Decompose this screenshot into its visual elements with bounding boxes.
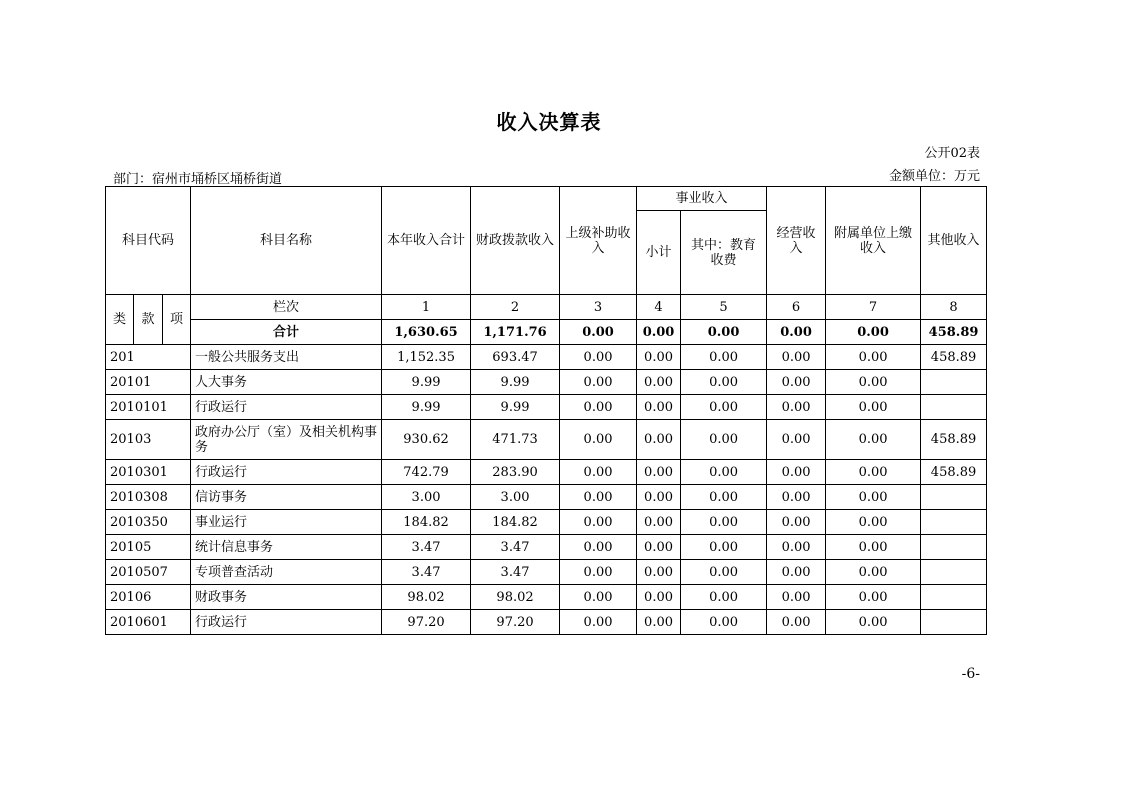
table-row [106, 510, 987, 535]
subject-code-cell: 2010350 [106, 510, 191, 535]
amount-cell: 0.00 [826, 395, 921, 420]
amount-cell: 0.00 [681, 370, 767, 395]
totals-label: 合计 [191, 320, 382, 345]
amount-cell [921, 560, 987, 585]
amount-cell: 693.47 [471, 345, 560, 370]
subject-name-cell: 事业运行 [191, 510, 382, 535]
amount-cell: 0.00 [681, 345, 767, 370]
amount-cell: 3.00 [471, 485, 560, 510]
table-row [106, 560, 987, 585]
amount-cell: 0.00 [681, 510, 767, 535]
amount-cell: 0.00 [681, 395, 767, 420]
amount-cell: 0.00 [637, 485, 681, 510]
amount-cell: 0.00 [681, 460, 767, 485]
header-row-1 [106, 187, 987, 211]
amount-cell: 0.00 [767, 485, 826, 510]
subject-name-cell: 财政事务 [191, 585, 382, 610]
amount-cell: 0.00 [560, 610, 637, 635]
totals-value: 1,171.76 [471, 320, 560, 345]
amount-cell: 9.99 [471, 395, 560, 420]
subject-code-cell: 2010601 [106, 610, 191, 635]
amount-cell: 98.02 [471, 585, 560, 610]
col-number: 6 [767, 295, 826, 320]
subject-code-cell: 2010301 [106, 460, 191, 485]
amount-cell: 0.00 [637, 535, 681, 560]
amount-cell: 9.99 [471, 370, 560, 395]
subject-name-cell: 行政运行 [191, 395, 382, 420]
table-row [106, 535, 987, 560]
amount-cell [921, 510, 987, 535]
subject-name-cell: 人大事务 [191, 370, 382, 395]
amount-cell: 0.00 [560, 585, 637, 610]
amount-cell: 184.82 [471, 510, 560, 535]
header-class: 类 [106, 295, 134, 345]
subject-code-cell: 20105 [106, 535, 191, 560]
amount-cell: 0.00 [826, 370, 921, 395]
amount-cell: 0.00 [560, 345, 637, 370]
amount-cell: 3.47 [382, 535, 471, 560]
table-row [106, 420, 987, 460]
amount-cell: 0.00 [560, 535, 637, 560]
amount-cell: 0.00 [637, 510, 681, 535]
col-number: 4 [637, 295, 681, 320]
amount-cell: 0.00 [767, 460, 826, 485]
header-business-income: 事业收入 [637, 187, 767, 211]
subject-code-cell: 20101 [106, 370, 191, 395]
amount-unit-label: 金额单位：万元 [888, 169, 980, 184]
totals-value: 0.00 [767, 320, 826, 345]
table-row [106, 585, 987, 610]
amount-cell: 283.90 [471, 460, 560, 485]
header-upper-subsidy: 上级补助收入 [560, 187, 637, 295]
amount-cell: 97.20 [471, 610, 560, 635]
totals-value: 1,630.65 [382, 320, 471, 345]
amount-cell: 471.73 [471, 420, 560, 460]
header-total-income: 本年收入合计 [382, 187, 471, 295]
amount-cell: 0.00 [560, 370, 637, 395]
amount-cell: 0.00 [637, 585, 681, 610]
subject-name-cell: 一般公共服务支出 [191, 345, 382, 370]
table-row [106, 395, 987, 420]
totals-value: 0.00 [826, 320, 921, 345]
amount-cell [921, 485, 987, 510]
amount-cell: 0.00 [767, 345, 826, 370]
form-number: 公开02表 [924, 146, 980, 161]
amount-cell: 0.00 [826, 610, 921, 635]
amount-cell: 0.00 [826, 420, 921, 460]
amount-cell: 0.00 [767, 395, 826, 420]
subject-name-cell: 信访事务 [191, 485, 382, 510]
amount-cell: 0.00 [637, 560, 681, 585]
subject-code-cell: 2010101 [106, 395, 191, 420]
amount-cell: 0.00 [767, 585, 826, 610]
amount-cell: 742.79 [382, 460, 471, 485]
amount-cell: 0.00 [637, 420, 681, 460]
amount-cell: 0.00 [767, 370, 826, 395]
amount-cell: 0.00 [681, 485, 767, 510]
income-settlement-table [105, 186, 987, 635]
amount-cell: 0.00 [826, 585, 921, 610]
amount-cell: 0.00 [826, 485, 921, 510]
department-label: 部门：宿州市埇桥区埇桥街道 [113, 172, 283, 187]
col-number: 3 [560, 295, 637, 320]
header-affiliated-income: 附属单位上缴收入 [826, 187, 921, 295]
header-column-no: 栏次 [191, 295, 382, 320]
amount-cell: 0.00 [681, 610, 767, 635]
header-subject-name: 科目名称 [191, 187, 382, 295]
amount-cell: 0.00 [826, 345, 921, 370]
amount-cell: 0.00 [560, 460, 637, 485]
report-title: 收入决算表 [496, 110, 602, 134]
header-operating-income: 经营收入 [767, 187, 826, 295]
col-number: 8 [921, 295, 987, 320]
amount-cell: 0.00 [681, 535, 767, 560]
amount-cell: 458.89 [921, 420, 987, 460]
amount-cell: 0.00 [826, 460, 921, 485]
header-edu-fees: 其中：教育收费 [681, 211, 767, 295]
table-row [106, 460, 987, 485]
amount-cell: 930.62 [382, 420, 471, 460]
table-row [106, 370, 987, 395]
amount-cell [921, 610, 987, 635]
subject-code-cell: 2010308 [106, 485, 191, 510]
column-number-row [106, 295, 987, 320]
totals-value: 0.00 [637, 320, 681, 345]
page-number: -6- [961, 666, 980, 682]
col-number: 1 [382, 295, 471, 320]
amount-cell: 0.00 [560, 560, 637, 585]
subject-name-cell: 行政运行 [191, 460, 382, 485]
subject-code-cell: 20106 [106, 585, 191, 610]
amount-cell: 0.00 [560, 395, 637, 420]
amount-cell: 3.47 [382, 560, 471, 585]
header-item: 项 [163, 295, 191, 345]
amount-cell: 0.00 [767, 420, 826, 460]
amount-cell: 1,152.35 [382, 345, 471, 370]
amount-cell: 0.00 [637, 370, 681, 395]
header-fiscal-allocation: 财政拨款收入 [471, 187, 560, 295]
subject-code-cell: 20103 [106, 420, 191, 460]
amount-cell: 97.20 [382, 610, 471, 635]
amount-cell: 0.00 [560, 485, 637, 510]
col-number: 2 [471, 295, 560, 320]
amount-cell: 0.00 [637, 460, 681, 485]
amount-cell [921, 370, 987, 395]
subject-name-cell: 行政运行 [191, 610, 382, 635]
subject-name-cell: 统计信息事务 [191, 535, 382, 560]
subject-code-cell: 2010507 [106, 560, 191, 585]
amount-cell: 0.00 [767, 610, 826, 635]
amount-cell: 0.00 [681, 560, 767, 585]
totals-row [106, 320, 987, 345]
totals-value: 0.00 [681, 320, 767, 345]
amount-cell: 0.00 [767, 535, 826, 560]
amount-cell: 0.00 [767, 510, 826, 535]
amount-cell: 0.00 [767, 560, 826, 585]
amount-cell: 0.00 [681, 585, 767, 610]
amount-cell [921, 585, 987, 610]
amount-cell: 458.89 [921, 460, 987, 485]
amount-cell: 0.00 [560, 420, 637, 460]
amount-cell: 184.82 [382, 510, 471, 535]
amount-cell: 0.00 [681, 420, 767, 460]
amount-cell: 0.00 [826, 510, 921, 535]
amount-cell: 3.47 [471, 560, 560, 585]
header-other-income: 其他收入 [921, 187, 987, 295]
header-subtotal: 小计 [637, 211, 681, 295]
table-row [106, 485, 987, 510]
amount-cell: 0.00 [826, 560, 921, 585]
amount-cell: 0.00 [637, 610, 681, 635]
col-number: 7 [826, 295, 921, 320]
amount-cell [921, 395, 987, 420]
table-row [106, 610, 987, 635]
amount-cell: 98.02 [382, 585, 471, 610]
header-subject-code: 科目代码 [106, 187, 191, 295]
table-row [106, 345, 987, 370]
totals-value: 458.89 [921, 320, 987, 345]
amount-cell: 3.47 [471, 535, 560, 560]
col-number: 5 [681, 295, 767, 320]
subject-name-cell: 政府办公厅（室）及相关机构事务 [191, 420, 382, 460]
subject-code-cell: 201 [106, 345, 191, 370]
amount-cell: 3.00 [382, 485, 471, 510]
amount-cell: 9.99 [382, 370, 471, 395]
amount-cell: 9.99 [382, 395, 471, 420]
header-section: 款 [134, 295, 163, 345]
amount-cell: 458.89 [921, 345, 987, 370]
amount-cell: 0.00 [637, 345, 681, 370]
subject-name-cell: 专项普查活动 [191, 560, 382, 585]
amount-cell: 0.00 [826, 535, 921, 560]
amount-cell: 0.00 [637, 395, 681, 420]
totals-value: 0.00 [560, 320, 637, 345]
amount-cell [921, 535, 987, 560]
amount-cell: 0.00 [560, 510, 637, 535]
